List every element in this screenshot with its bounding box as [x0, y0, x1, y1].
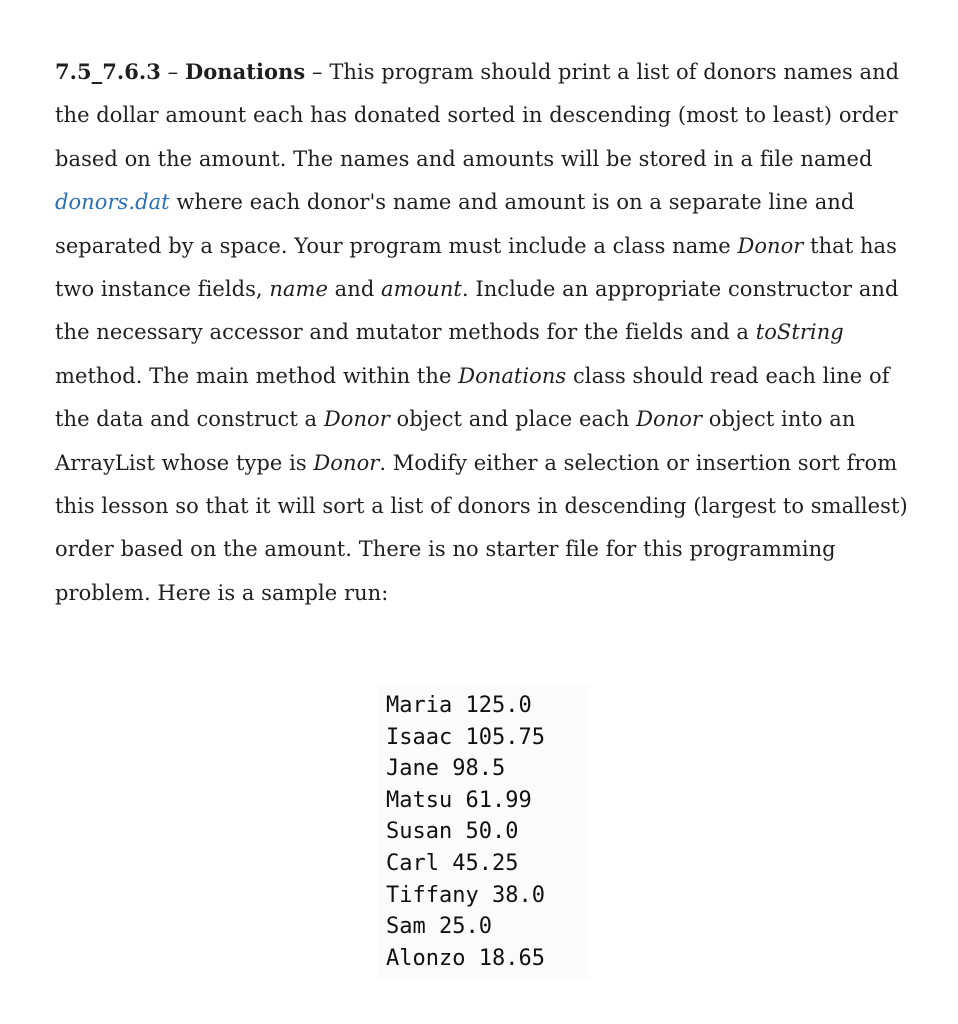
field-name: name: [269, 277, 328, 302]
title-separator: –: [305, 60, 330, 84]
donations-class-ref: Donations: [458, 363, 567, 388]
text-segment: where each donor's name and amount is on a separate line and separated by a space. Your program must include a class name: [55, 190, 855, 258]
text-segment: . Include an appropriate constructor and the necessary accessor and mutator methods for the fields and a: [55, 277, 899, 345]
problem-paragraph: [55, 50, 925, 615]
sample-line: Sam 25.0: [386, 914, 492, 940]
sample-line: Susan 50.0: [386, 819, 519, 845]
donor-class-ref: Donor: [636, 407, 703, 432]
problem-title: Donations: [184, 59, 306, 84]
sample-line: Tiffany 38.0: [386, 882, 545, 908]
problem-number: 7.5_7.6.3: [55, 59, 161, 84]
text-segment: object into an ArrayList whose type is: [55, 407, 856, 475]
sample-line: Isaac 105.75: [386, 724, 545, 750]
sample-run-output: [378, 686, 588, 978]
donor-class-ref: Donor: [313, 450, 380, 475]
text-segment: This program should print a list of donors names and the dollar amount each has donated sorted in descending (most to least) order based on the amount. The names and amounts will be stored in a file named: [55, 60, 900, 171]
tostring-ref: toString: [755, 320, 844, 345]
file-name: donors.dat: [55, 190, 170, 215]
donor-class-ref: Donor: [737, 233, 804, 258]
text-segment: and: [327, 277, 382, 302]
sample-line: Alonzo 18.65: [386, 945, 545, 971]
sample-line: Matsu 61.99: [386, 787, 532, 813]
text-segment: that has two instance fields,: [55, 233, 897, 302]
sample-line: Maria 125.0: [386, 693, 532, 718]
sample-line: Carl 45.25: [386, 850, 519, 876]
field-amount: amount: [381, 277, 462, 302]
problem-description: [55, 50, 925, 615]
sample-line: Jane 98.5: [386, 756, 506, 782]
text-segment: object and place each: [389, 407, 637, 432]
number-dash: –: [160, 60, 185, 84]
text-segment: . Modify either a selection or insertion sort from this lesson so that it will sort a list of donors in descending (largest to smallest) order based on the amount. There is no starter file for this programming problem. Here is a sample run:: [55, 450, 908, 605]
text-segment: class should read each line of the data and construct a: [55, 363, 890, 432]
donor-class-ref: Donor: [323, 407, 390, 432]
sample-run-list: [386, 690, 545, 974]
text-segment: method. The main method within the: [55, 363, 459, 388]
